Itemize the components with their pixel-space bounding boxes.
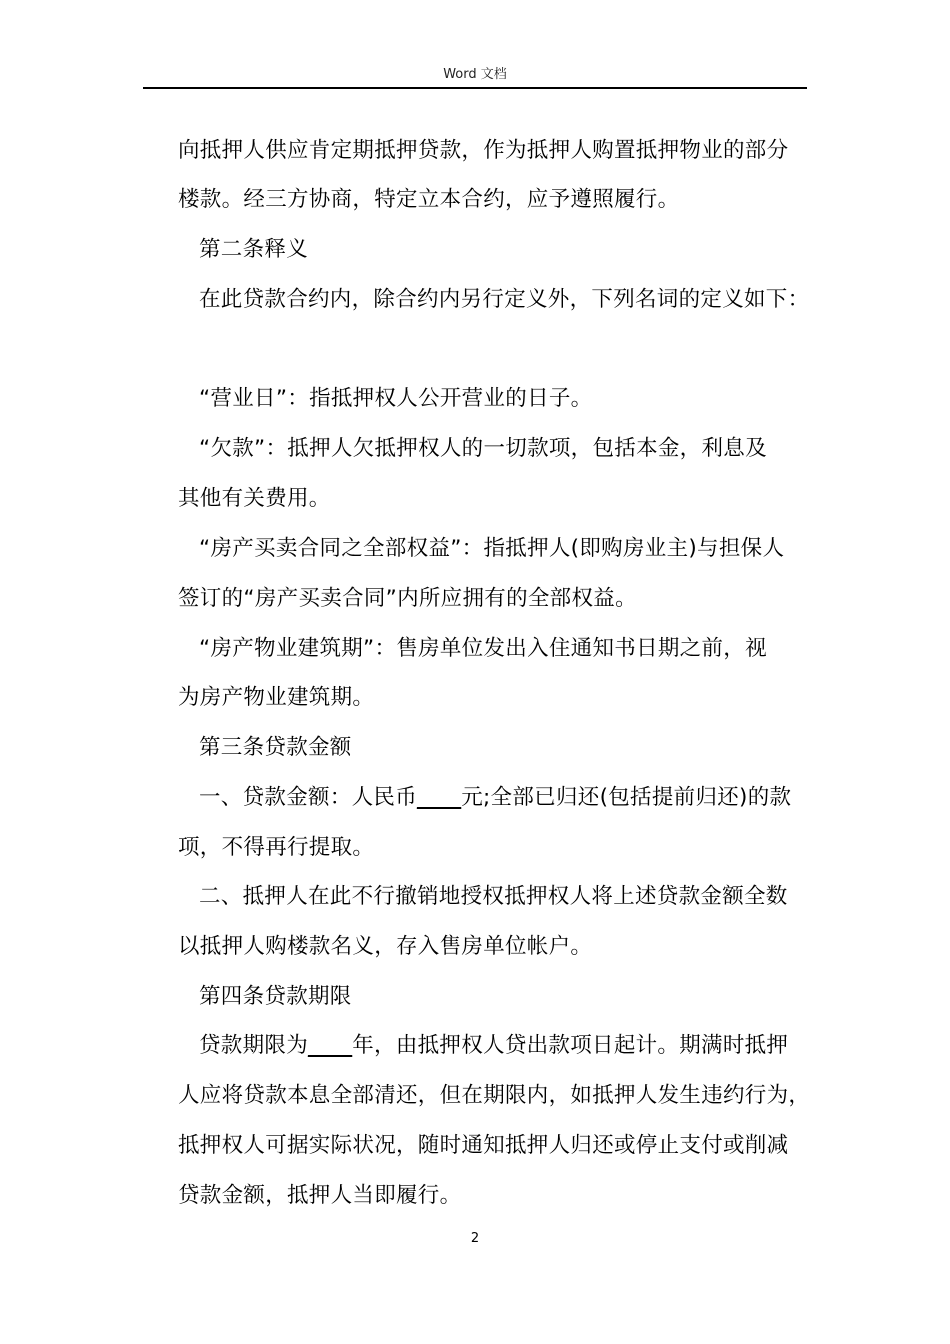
paragraph-line: 以抵押人购楼款名义，存入售房单位帐户。 <box>178 934 593 959</box>
definition-line: “营业日”：指抵押权人公开营业的日子。 <box>199 386 593 411</box>
header-divider <box>143 87 807 89</box>
text-segment: 贷款期限为 <box>199 1033 309 1058</box>
paragraph-line: 贷款金额，抵押人当即履行。 <box>178 1183 462 1208</box>
definition-line: “欠款”：抵押人欠抵押权人的一切款项，包括本金，利息及 <box>199 436 767 461</box>
definition-line: “房产买卖合同之全部权益”：指抵押人(即购房业主)与担保人 <box>199 536 785 561</box>
fill-in-blank: ____ <box>417 785 462 810</box>
fill-in-blank: ____ <box>308 1033 353 1058</box>
definition-line: 其他有关费用。 <box>178 486 331 511</box>
text-segment: 元;全部已归还(包括提前归还)的款 <box>461 785 792 810</box>
section-heading: 第二条释义 <box>199 237 309 262</box>
paragraph-line: 抵押权人可据实际状况，随时通知抵押人归还或停止支付或削减 <box>178 1133 789 1158</box>
definition-line: 为房产物业建筑期。 <box>178 685 375 710</box>
paragraph-line: 在此贷款合约内，除合约内另行定义外，下列名词的定义如下： <box>199 287 810 312</box>
text-segment: 一、贷款金额：人民币 <box>199 785 418 810</box>
definition-line: 签订的“房产买卖合同”内所应拥有的全部权益。 <box>178 586 637 611</box>
paragraph-line: 人应将贷款本息全部清还，但在期限内，如抵押人发生违约行为， <box>178 1083 811 1108</box>
paragraph-line <box>199 1031 788 1061</box>
section-heading: 第四条贷款期限 <box>199 984 352 1009</box>
paragraph-line: 向抵押人供应肯定期抵押贷款，作为抵押人购置抵押物业的部分 <box>178 138 789 163</box>
section-heading: 第三条贷款金额 <box>199 735 352 760</box>
definition-line: “房产物业建筑期”：售房单位发出入住通知书日期之前，视 <box>199 636 767 661</box>
page-number: 2 <box>470 1231 480 1246</box>
paragraph-line: 项，不得再行提取。 <box>178 835 375 860</box>
paragraph-line <box>199 783 791 813</box>
text-segment: 年，由抵押权人贷出款项日起计。期满时抵押 <box>352 1033 789 1058</box>
paragraph-line: 二、抵押人在此不行撤销地授权抵押权人将上述贷款金额全数 <box>199 884 788 909</box>
document-header-title: Word 文档 <box>443 67 507 82</box>
paragraph-line: 楼款。经三方协商，特定立本合约，应予遵照履行。 <box>178 187 680 212</box>
